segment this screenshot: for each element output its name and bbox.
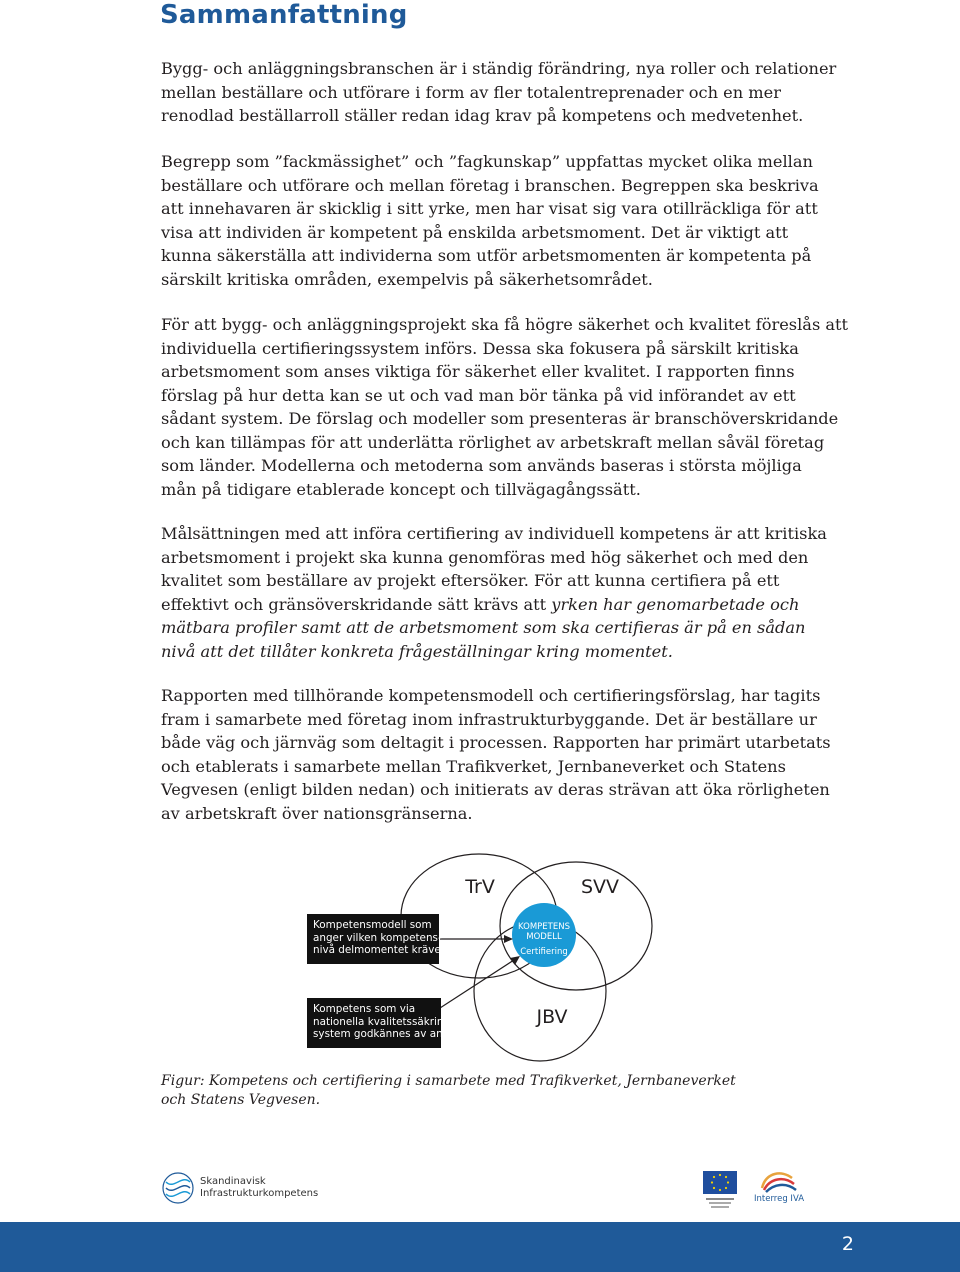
info-box-competence-model [307,914,448,964]
box-text-line: Kompetensmodell som [313,919,432,931]
paragraph-intro [161,57,837,128]
box-text-line: system godkännes av andra. [313,1028,464,1040]
text-line: mån på tidigare etablerade koncept och tillvägagångssätt. [161,479,641,499]
text-line: kvalitet som beställare av projekt eftersöker. För att kunna certifiera på ett [161,571,780,590]
text-fragment: effektivt och gränsöverskridande sätt krävs att [161,594,552,614]
caption-line: och Statens Vegvesen. [161,1092,321,1108]
text-line: För att bygg- och anläggningsprojekt ska få högre säkerhet och kvalitet föreslås att [161,315,849,334]
box-text-line: anger vilken kompetens- [313,931,442,944]
ski-logo [160,1170,319,1206]
text-line: mellan beställare och utförare i form av fler totalentreprenader och en mer [161,82,781,102]
text-line: kunna säkerställa att individerna som utför arbetsmomenten är kompetenta på [161,246,812,265]
text-line: av arbetskraft över nationsgränserna. [161,803,473,823]
text-line: beställare och utförare och mellan företag i branschen. Begreppen ska beskriva [161,175,819,195]
text-line: Vegvesen (enligt bilden nedan) och initierats av deras strävan att öka rörligheten [161,780,830,799]
trv-label: TrV [465,876,495,898]
center-label-line1: KOMPETENS [518,922,570,932]
figure-caption [161,1072,736,1110]
emphasis-text: nivå att det tillåter konkreta frågeställningar kring momentet. [161,641,673,661]
arrowhead-1 [504,935,513,943]
box-text-line: nivå delmomentet kräver. [313,944,448,956]
box-text-line: nationella kvalitetssäkrings [313,1015,456,1028]
text-line: Begrepp som ”fackmässighet” och ”fagkunskap” uppfattas mycket olika mellan [161,152,813,171]
interreg-label: Interreg IVA [754,1194,805,1204]
paragraph-proposal [161,313,849,501]
text-line: Bygg- och anläggningsbranschen är i ständig förändring, nya roller och relationer [161,59,837,78]
ski-brand-name [200,1176,318,1200]
brand-line: Infrastrukturkompetens [200,1188,319,1199]
center-label-line2: MODELL [526,932,562,942]
text-line: sådant system. De förslag och modeller som presenteras är branschöverskridande [161,409,839,428]
arrow-line-2 [440,960,514,1008]
text-line: individuella certifieringssystem införs. Dessa ska fokusera på särskilt kritiska [161,338,799,358]
text-line: arbetsmoment som anses viktiga för säkerhet eller kvalitet. I rapporten finns [161,362,795,381]
info-box-certification [307,998,464,1048]
text-line: renodlad beställarroll ställer redan idag krav på kompetens och medvetenhet. [161,106,804,125]
text-line: särskilt kritiska områden, exempelvis på säkerhetsområdet. [161,269,653,289]
text-line: Rapporten med tillhörande kompetensmodell och certifieringsförslag, har tagits [161,686,821,705]
text-line [161,616,806,640]
paragraph-report [161,684,831,825]
text-line: fram i samarbete med företag inom infrastrukturbyggande. Det är beställare ur [161,709,817,729]
text-line [161,640,801,664]
caption-line: Figur: Kompetens och certifiering i samarbete med Trafikverket, Jernbaneverket [161,1073,736,1089]
emphasis-text: mätbara profiler samt att de arbetsmoment som ska certifieras är på en sådan [161,618,806,637]
text-line: arbetsmoment i projekt ska kunna genomföras med hög säkerhet och med den [161,547,809,567]
interreg-logo [752,1168,804,1210]
box-text-line: Kompetens som via [313,1003,416,1015]
center-label-line3: Certifiering [520,947,568,957]
page-number: 2 [841,1233,854,1255]
paragraph-concepts [161,150,819,291]
text-line: och etablerats i samarbete mellan Trafikverket, Jernbaneverket och Statens [161,756,786,776]
text-line: både väg och järnväg som deltagit i processen. Rapporten har primärt utarbetats [161,733,831,752]
paragraph-goal [161,522,827,663]
text-line: att innehavaren är skicklig i sitt yrke, men har visat sig vara otillräckliga för att [161,199,818,218]
text-line-mixed [161,593,801,617]
page-footer-bar [0,1222,960,1272]
page-title: Sammanfattning [160,0,408,30]
interreg-mark-icon [752,1168,804,1194]
brand-line: Skandinavisk [200,1176,266,1187]
text-line: förslag på hur detta kan se ut och vad man bör tänka på vid införandet av ett [161,385,796,405]
ski-logo-mark-icon [160,1170,196,1206]
emphasis-text: yrken har genomarbetade och [551,594,800,614]
eu-flag-icon [702,1170,738,1210]
text-line: och kan tillämpas för att underlätta rörlighet av arbetskraft mellan såväl företag [161,432,825,452]
text-line: visa att individen är kompetent på enskilda arbetsmoment. Det är viktigt att [161,222,789,242]
jbv-label: JBV [536,1006,568,1028]
text-line: som länder. Modellerna och metoderna som används baseras i största möjliga [161,456,802,475]
text-line: Målsättningen med att införa certifiering av individuell kompetens är att kritiska [161,524,827,543]
svv-label: SVV [580,876,620,898]
